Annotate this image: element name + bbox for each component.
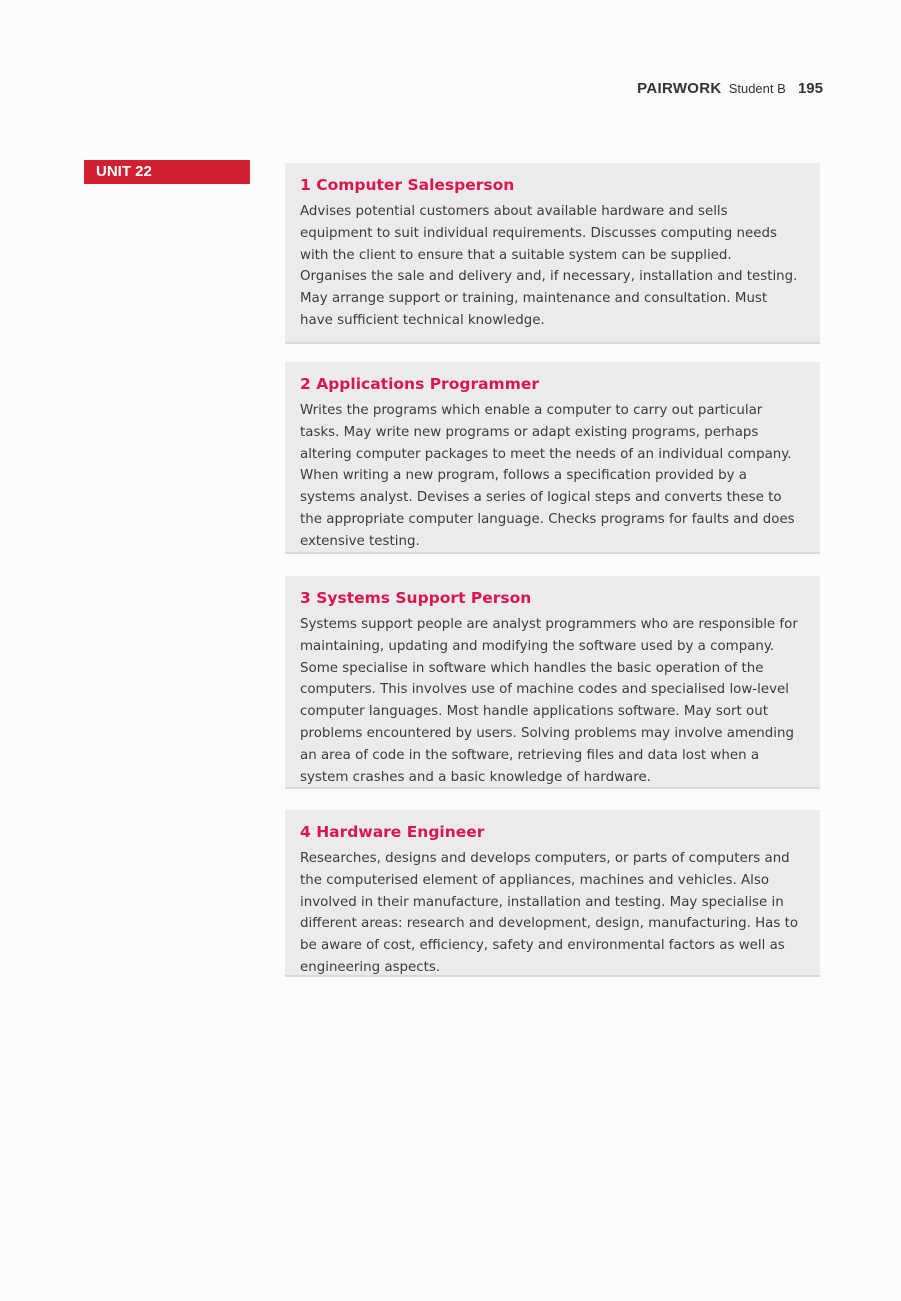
card-heading: Systems Support Person — [316, 589, 532, 607]
card-description: Writes the programs which enable a computer to carry out particular tasks. May write new programs or adapt existing programs, perhaps altering computer packages to meet the needs of an individual company. When writing a new program, follows a specification provided by a systems analyst. Devises a series of logical steps and converts these to the appropriate computer language. Checks programs for faults and does extensive testing. — [300, 403, 795, 549]
card-heading: Applications Programmer — [316, 375, 540, 393]
page-header — [637, 80, 823, 97]
job-card-applications-programmer — [285, 362, 820, 554]
job-card-hardware-engineer — [285, 810, 820, 977]
student-label: Student B — [728, 81, 786, 96]
card-heading: Computer Salesperson — [316, 176, 515, 194]
card-title — [300, 176, 802, 194]
card-number: 1 — [300, 176, 311, 194]
unit-tab: UNIT 22 — [84, 160, 250, 184]
section-title: PAIRWORK — [637, 80, 722, 97]
card-number: 2 — [300, 375, 311, 393]
card-description: Systems support people are analyst programmers who are responsible for maintaining, updating and modifying the software used by a company. Some specialise in software which handles the basic operation of the computers. This involves use of machine codes and specialised low-level computer languages. Most handle applications software. May sort out problems encountered by users. Solving problems may involve amending an area of code in the software, retrieving files and data lost when a system crashes and a basic knowledge of hardware. — [300, 617, 798, 785]
card-title — [300, 589, 802, 607]
card-number: 4 — [300, 823, 311, 841]
card-description: Researches, designs and develops computers, or parts of computers and the computerised element of appliances, machines and vehicles. Also involved in their manufacture, installation and testing. May specialise in different areas: research and development, design, manufacturing. Has to be aware of cost, efficiency, safety and environmental factors as well as engineering aspects. — [300, 851, 799, 975]
card-description: Advises potential customers about available hardware and sells equipment to suit individual requirements. Discusses computing needs with the client to ensure that a suitable system can be supplied. Organises the sale and delivery and, if necessary, installation and testing. May arrange support or training, maintenance and consultation. Must have sufficient technical knowledge. — [300, 204, 798, 328]
job-card-systems-support-person — [285, 576, 820, 789]
page-number: 195 — [797, 80, 823, 97]
card-title — [300, 375, 802, 393]
card-number: 3 — [300, 589, 311, 607]
card-title — [300, 823, 802, 841]
job-card-computer-salesperson — [285, 163, 820, 344]
card-heading: Hardware Engineer — [316, 823, 485, 841]
